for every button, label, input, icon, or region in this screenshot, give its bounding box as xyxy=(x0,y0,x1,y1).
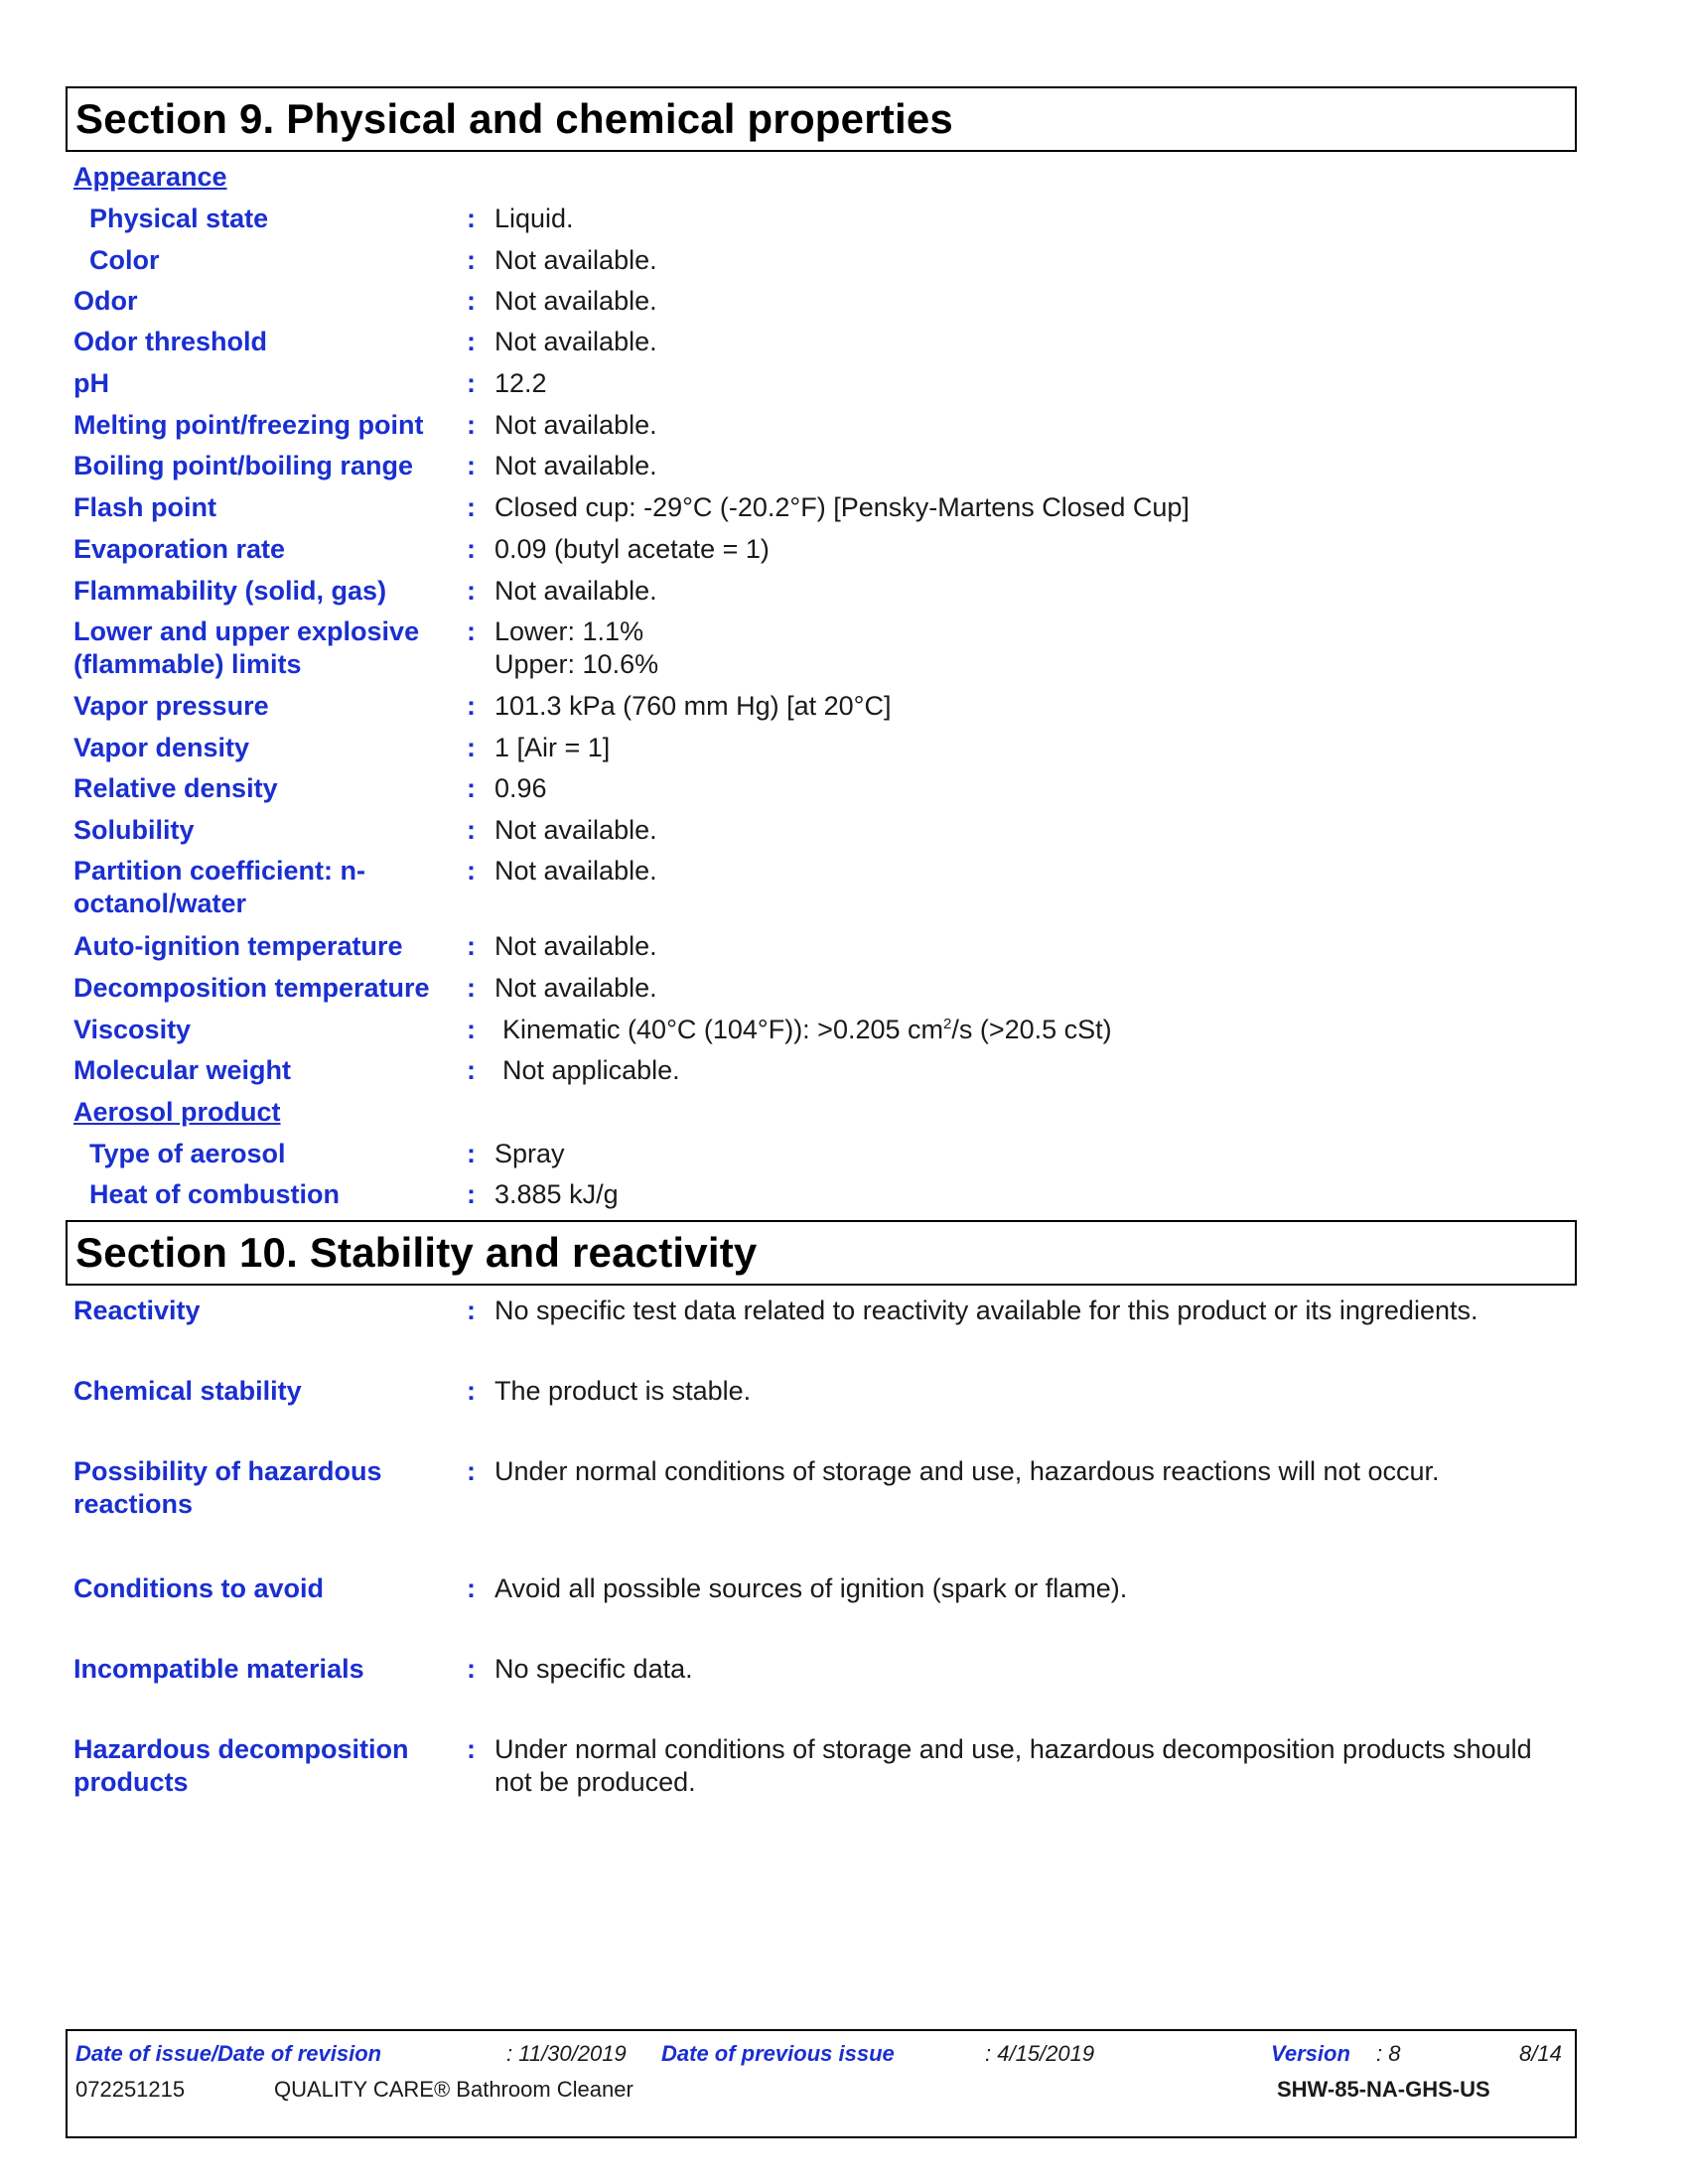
property-value: Avoid all possible sources of ignition (spark or flame). xyxy=(494,1573,1128,1603)
property-value: Not available. xyxy=(494,856,657,886)
separator-colon: : xyxy=(467,410,476,440)
property-value: No specific data. xyxy=(494,1654,693,1684)
section-9-header xyxy=(66,86,1577,152)
property-label-line: Possibility of hazardous xyxy=(73,1456,382,1486)
separator-colon: : xyxy=(467,815,476,845)
property-label: Relative density xyxy=(73,773,278,803)
separator-colon: : xyxy=(467,204,476,233)
property-value: 12.2 xyxy=(494,368,547,398)
separator-colon: : xyxy=(467,931,476,961)
property-label: Melting point/freezing point xyxy=(73,410,424,440)
separator-colon: : xyxy=(467,534,476,564)
property-value: Not available. xyxy=(494,451,657,480)
separator-colon: : xyxy=(467,1179,476,1209)
property-value: Not available. xyxy=(494,245,657,275)
property-value: 0.96 xyxy=(494,773,547,803)
separator-colon: : xyxy=(467,773,476,803)
separator-colon: : xyxy=(467,1055,476,1085)
property-label: Boiling point/boiling range xyxy=(73,451,413,480)
property-label: Reactivity xyxy=(73,1296,201,1325)
product-code: 072251215 xyxy=(75,2077,186,2102)
property-label-line: Lower and upper explosive xyxy=(73,616,420,646)
viscosity-superscript: 2 xyxy=(943,1016,952,1032)
property-value: Not available. xyxy=(494,410,657,440)
property-label-line: (flammable) limits xyxy=(73,649,302,679)
separator-colon: : xyxy=(467,368,476,398)
property-value: 101.3 kPa (760 mm Hg) [at 20°C] xyxy=(494,691,892,721)
section-9-title: Section 9. Physical and chemical properties xyxy=(75,95,953,142)
property-label-line: octanol/water xyxy=(73,888,247,918)
version-value: : 8 xyxy=(1376,2041,1401,2066)
section-10-header xyxy=(66,1220,1577,1286)
property-label: pH xyxy=(73,368,109,398)
version-label: Version xyxy=(1271,2041,1350,2066)
property-value: Spray xyxy=(494,1139,565,1168)
separator-colon: : xyxy=(467,856,476,886)
aerosol-product-link[interactable]: Aerosol product xyxy=(73,1097,281,1127)
property-label: Type of aerosol xyxy=(89,1139,286,1168)
property-label: Vapor pressure xyxy=(73,691,269,721)
separator-colon: : xyxy=(467,1734,476,1764)
separator-colon: : xyxy=(467,327,476,356)
product-name: QUALITY CARE® Bathroom Cleaner xyxy=(274,2077,633,2102)
property-value-line: Lower: 1.1% xyxy=(494,616,644,646)
separator-colon: : xyxy=(467,1456,476,1486)
page-footer xyxy=(66,2029,1577,2138)
property-label: Decomposition temperature xyxy=(73,973,430,1003)
section-10-title: Section 10. Stability and reactivity xyxy=(75,1229,758,1276)
property-label: Heat of combustion xyxy=(89,1179,341,1209)
property-value: The product is stable. xyxy=(494,1376,752,1406)
document-id: SHW-85-NA-GHS-US xyxy=(1277,2077,1490,2102)
separator-colon: : xyxy=(467,1139,476,1168)
property-label: Incompatible materials xyxy=(73,1654,364,1684)
property-label: Flash point xyxy=(73,492,216,522)
property-value: Liquid. xyxy=(494,204,574,233)
property-value: Closed cup: -29°C (-20.2°F) [Pensky-Martens Closed Cup] xyxy=(494,492,1190,522)
property-label: Vapor density xyxy=(73,733,250,762)
property-label: Conditions to avoid xyxy=(73,1573,324,1603)
appearance-link[interactable]: Appearance xyxy=(73,162,227,192)
separator-colon: : xyxy=(467,245,476,275)
viscosity-value-unit: /s (>20.5 cSt) xyxy=(951,1015,1112,1044)
previous-issue-value: : 4/15/2019 xyxy=(985,2041,1095,2066)
property-label xyxy=(73,855,471,920)
property-label-line: reactions xyxy=(73,1489,194,1519)
property-label xyxy=(73,1455,471,1521)
property-value: 3.885 kJ/g xyxy=(494,1179,619,1209)
viscosity-value-main: Kinematic (40°C (104°F)): >0.205 cm xyxy=(502,1015,944,1044)
property-value: Not available. xyxy=(494,576,657,606)
separator-colon: : xyxy=(467,286,476,316)
property-label-line: Partition coefficient: n- xyxy=(73,856,366,886)
property-label-line: products xyxy=(73,1767,189,1797)
page-number: 8/14 xyxy=(1519,2041,1562,2066)
separator-colon: : xyxy=(467,616,476,646)
separator-colon: : xyxy=(467,1296,476,1325)
separator-colon: : xyxy=(467,973,476,1003)
property-value: Under normal conditions of storage and use, hazardous reactions will not occur. xyxy=(494,1456,1440,1486)
property-label: Evaporation rate xyxy=(73,534,286,564)
separator-colon: : xyxy=(467,492,476,522)
property-label: Odor threshold xyxy=(73,327,267,356)
date-of-issue-value: : 11/30/2019 xyxy=(506,2041,627,2066)
property-value-line: Under normal conditions of storage and use, hazardous decomposition products should xyxy=(494,1734,1532,1764)
separator-colon: : xyxy=(467,1654,476,1684)
property-value-line: Upper: 10.6% xyxy=(494,649,659,679)
date-of-issue-label: Date of issue/Date of revision xyxy=(75,2041,382,2066)
property-label: Flammability (solid, gas) xyxy=(73,576,387,606)
property-label xyxy=(73,615,471,681)
property-label: Odor xyxy=(73,286,138,316)
property-label: Auto-ignition temperature xyxy=(73,931,403,961)
property-label: Solubility xyxy=(73,815,195,845)
property-value: Not available. xyxy=(494,815,657,845)
property-label: Color xyxy=(89,245,160,275)
separator-colon: : xyxy=(467,576,476,606)
property-label xyxy=(73,1733,471,1799)
property-value: Not available. xyxy=(494,286,657,316)
separator-colon: : xyxy=(467,1573,476,1603)
property-value xyxy=(494,615,1577,681)
separator-colon: : xyxy=(467,1015,476,1044)
property-value: Not available. xyxy=(494,931,657,961)
property-value-line: not be produced. xyxy=(494,1767,696,1797)
property-value: 0.09 (butyl acetate = 1) xyxy=(494,534,770,564)
property-value: 1 [Air = 1] xyxy=(494,733,611,762)
property-label: Viscosity xyxy=(73,1015,192,1044)
property-label: Physical state xyxy=(89,204,269,233)
property-value: Not available. xyxy=(494,973,657,1003)
property-label: Chemical stability xyxy=(73,1376,302,1406)
property-label-line: Hazardous decomposition xyxy=(73,1734,409,1764)
property-value xyxy=(502,1014,1585,1046)
property-value: No specific test data related to reactivity available for this product or its ingredients. xyxy=(494,1296,1478,1325)
property-label: Molecular weight xyxy=(73,1055,292,1085)
separator-colon: : xyxy=(467,691,476,721)
property-value xyxy=(494,1733,1577,1799)
property-value: Not available. xyxy=(494,327,657,356)
separator-colon: : xyxy=(467,733,476,762)
property-value: Not applicable. xyxy=(502,1055,680,1085)
separator-colon: : xyxy=(467,451,476,480)
separator-colon: : xyxy=(467,1376,476,1406)
previous-issue-label: Date of previous issue xyxy=(661,2041,895,2066)
